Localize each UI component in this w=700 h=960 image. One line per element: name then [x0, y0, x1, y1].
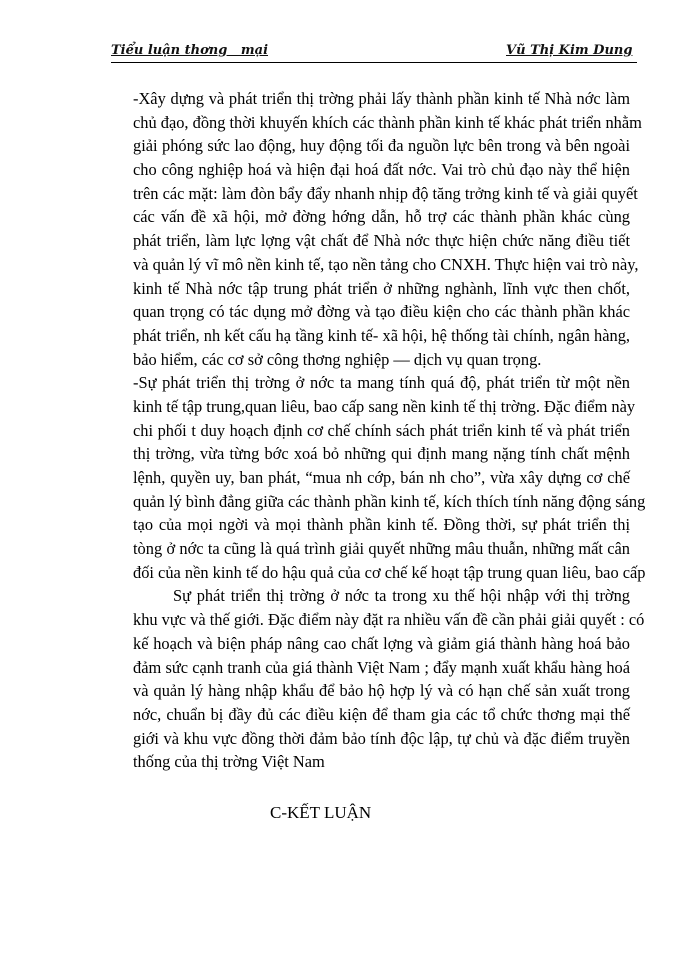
text-line: tòng ở nớc ta cũng là quá trình giải quyết những mâu thuẫn, những mất cân [133, 539, 630, 559]
text-line: bảo hiểm, các cơ sở công thơng nghiệp — dịch vụ quan trọng. [133, 349, 542, 369]
text-line: -Sự phát triển thị trờng ở nớc ta mang tính quá độ, phát triển từ một nền [133, 373, 630, 393]
text-line: cho công nghiệp hoá và hiện đại hoá đất nớc. Vai trò chủ đạo này thể hiện [133, 160, 630, 180]
text-line: quan trọng có tác dụng mở đờng và tạo điều kiện cho các thành phần khác [133, 302, 630, 322]
page-header [111, 42, 637, 63]
text-line: giới và khu vực đồng thời đảm bảo tính độc lập, tự chủ và đặc điểm truyền [133, 728, 630, 748]
text-line: Sự phát triển thị trờng ở nớc ta trong xu thế hội nhập với thị trờng [173, 586, 630, 606]
text-line: và quản lý hàng nhập khẩu để bảo hộ hợp lý và có hạn chế sản xuất trong [133, 681, 630, 701]
text-line: kinh tế Nhà nớc tập trung phát triển ở những nghành, lĩnh vực then chốt, [133, 278, 630, 298]
paragraph-2 [133, 371, 646, 584]
header-author: Vũ Thị Kim Dung [506, 43, 633, 58]
text-line: trên các mặt: làm đòn bẩy đẩy nhanh nhịp độ tăng trởng kinh tế và giải quyết [133, 183, 638, 203]
text-line: thị trờng, vừa từng bớc xoá bỏ những qui định mang nặng tính chất mệnh [133, 444, 630, 464]
paragraph-3 [133, 584, 645, 774]
text-line: thống của thị trờng Việt Nam [133, 752, 325, 772]
section-heading: C-KẾT LUẬN [270, 803, 372, 822]
body-text [133, 87, 646, 774]
text-line: lệnh, quyền uy, ban phát, “mua nh cớp, bán nh cho”, vừa xây dựng cơ chế [133, 468, 630, 487]
text-line: đối của nền kinh tế do hậu quả của cơ chế kế hoạt tập trung quan liêu, bao cấp [133, 562, 646, 582]
text-line: phát triển, nh kết cấu hạ tầng kinh tế- xã hội, hệ thống tài chính, ngân hàng, [133, 325, 630, 345]
text-line: chi phối t duy hoạch định cơ chế chính sách phát triển kinh tế và phát triển [133, 420, 630, 440]
text-line: tạo của mọi ngời và mọi thành phần kinh tế. Đồng thời, sự phát triển thị [133, 515, 630, 535]
text-line: các vấn đề xã hội, mở đờng hớng dẫn, hỗ trợ các thành phần khác cùng [133, 207, 630, 227]
text-line: khu vực và thế giới. Đặc điểm này đặt ra nhiều vấn đề cần phải giải quyết : có [133, 610, 645, 630]
text-line: và quản lý vĩ mô nền kinh tế, tạo nền tảng cho CNXH. Thực hiện vai trò này, [133, 254, 639, 274]
paragraph-1 [133, 87, 642, 371]
text-line: quản lý bình đẳng giữa các thành phần kinh tế, kích thích tính năng động sáng [133, 491, 646, 511]
text-line: -Xây dựng và phát triển thị trờng phải lấy thành phần kinh tế Nhà nớc làm [133, 89, 630, 108]
text-line: nớc, chuẩn bị đầy đủ các điều kiện để tham gia các tổ chức thơng mại thế [133, 704, 630, 724]
text-line: đảm sức cạnh tranh của giá thành Việt Nam ; đẩy mạnh xuất khẩu hàng hoá [133, 657, 630, 677]
text-line: phát triển, làm lực lợng vật chất để Nhà nớc thực hiện chức năng điều tiết [133, 231, 630, 251]
text-line: kế hoạch và biện pháp nâng cao chất lợng và giảm giá thành hàng hoá bảo [133, 633, 630, 653]
header-title: Tiểu luận thơng mại [111, 43, 269, 58]
text-line: giải phóng sức lao động, huy động tối đa nguồn lực bên trong và bên ngoài [133, 136, 630, 156]
text-line: chủ đạo, đồng thời khuyến khích các thành phần kinh tế khác phát triển nhằm [133, 112, 642, 132]
text-line: kinh tế tập trung,quan liêu, bao cấp sang nền kinh tế thị trờng. Đặc điểm này [133, 396, 636, 416]
